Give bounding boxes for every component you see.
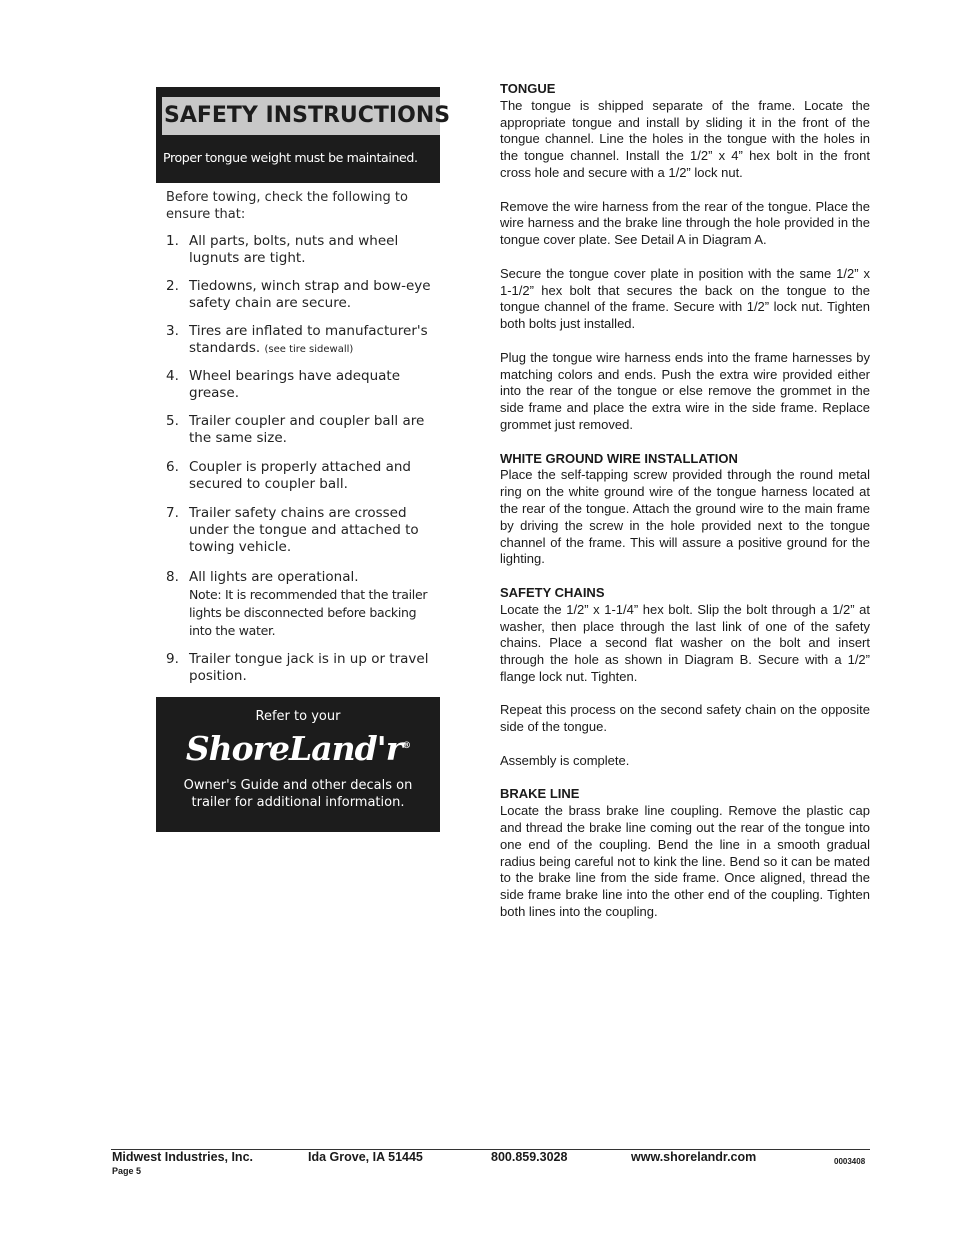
footer-city: Ida Grove, IA 51445 xyxy=(308,1150,423,1164)
item-number: 6. xyxy=(166,459,179,475)
safety-instructions-card xyxy=(156,87,451,832)
owners-guide-text: Owner's Guide and other decals on trailer for additional information. xyxy=(183,778,413,810)
card-subtitle: Proper tongue weight must be maintained. xyxy=(163,150,418,165)
item-number: 5. xyxy=(166,413,179,429)
footer-company: Midwest Industries, Inc. xyxy=(112,1150,253,1164)
card-footer xyxy=(156,697,440,832)
tongue-paragraph-2: Remove the wire harness from the rear of the tongue. Place the wire harness and the brake line through the hole provided in the tongue cover plate. See Detail A in Diagram A. xyxy=(500,198,870,248)
item-text: Trailer coupler and coupler ball are the same size. xyxy=(189,413,425,446)
heading-safety-chains: SAFETY CHAINS xyxy=(500,584,605,600)
logo-text: ShoreLand'r xyxy=(185,729,403,768)
item-note: Note: It is recommended that the trailer lights be disconnected before backing into the water. xyxy=(189,587,428,638)
item-text: Coupler is properly attached and secured to coupler ball. xyxy=(189,459,411,492)
item-small-note: (see tire sidewall) xyxy=(264,344,354,355)
refer-text: Refer to your xyxy=(255,709,341,724)
chains-paragraph-1: Locate the 1/2” x 1-1/4” hex bolt. Slip the bolt through a 1/2” at washer, then place through the last link of one of the safety chains. Place a second flat washer on the bolt and insert through the hole as shown in Diagram B. Secure with a 1/2” flange lock nut. Tighten. xyxy=(500,601,870,684)
item-text-wrap xyxy=(189,569,437,640)
item-number: 4. xyxy=(166,368,179,384)
item-text: Tiedowns, winch strap and bow-eye safety chain are secure. xyxy=(189,278,431,311)
item-text-wrap xyxy=(189,323,437,358)
tongue-paragraph-4: Plug the tongue wire harness ends into the frame harnesses by matching colors and ends. Push the extra wire provided either into the rear of the tongue or else remove the grommet in the side frame and place the extra wire in the side frame. Replace grommet just removed. xyxy=(500,349,870,432)
chains-paragraph-3: Assembly is complete. xyxy=(500,752,630,768)
footer-phone: 800.859.3028 xyxy=(491,1150,568,1164)
heading-brake-line: BRAKE LINE xyxy=(500,786,580,802)
footer-website: www.shorelandr.com xyxy=(631,1150,757,1164)
instructions-column xyxy=(500,81,870,921)
item-text: Trailer tongue jack is in up or travel position. xyxy=(189,651,429,684)
footer-page-number: Page 5 xyxy=(112,1166,142,1176)
card-intro: Before towing, check the following to ensure that: xyxy=(166,190,408,222)
heading-ground-wire: WHITE GROUND WIRE INSTALLATION xyxy=(500,450,738,466)
item-text: Wheel bearings have adequate grease. xyxy=(189,368,401,401)
ground-paragraph-1: Place the self-tapping screw provided through the round metal ring on the white ground wire of the tongue harness located at the rear of the tongue. Attach the ground wire to the main frame by driving the screw in the hole provided next to the tongue channel of the frame. This will assure a positive ground for the lighting. xyxy=(500,467,870,567)
item-number: 7. xyxy=(166,505,179,521)
chains-paragraph-2: Repeat this process on the second safety chain on the opposite side of the tongue. xyxy=(500,702,870,735)
card-header xyxy=(156,87,451,183)
tongue-paragraph-3: Secure the tongue cover plate in position with the same 1/2” x 1-1/2” hex bolt that secures the back on the tongue to the tongue channel of the frame. Secure with 1/2” lock nut. Tighten both bolts just installed. xyxy=(500,265,870,332)
item-number: 3. xyxy=(166,323,179,339)
tongue-paragraph-1: The tongue is shipped separate of the frame. Locate the appropriate tongue and install by sliding it in the front of the tongue channel. Line the holes in the tongue with the holes in the tongue channel. Install the 1/2” x 4” hex bolt in the front cross hole and secure with a 1/2” lock nut. xyxy=(500,97,870,180)
item-text: Trailer safety chains are crossed under the tongue and attached to towing vehicle. xyxy=(189,505,419,555)
item-text: All parts, bolts, nuts and wheel lugnuts are tight. xyxy=(189,233,399,266)
item-number: 9. xyxy=(166,651,179,667)
item-text: All lights are operational. xyxy=(189,569,359,585)
item-number: 2. xyxy=(166,278,179,294)
heading-tongue: TONGUE xyxy=(500,81,556,96)
registered-mark: ® xyxy=(402,741,411,751)
item-number: 8. xyxy=(166,569,179,585)
item-number: 1. xyxy=(166,233,179,249)
brake-paragraph-1: Locate the brass brake line coupling. Remove the plastic cap and thread the brake line coming out the rear of the tongue into one end of the coupling. Bend the line in a smooth gradual radius being careful not to kink the line. Bend so it can be mated to the brake line from the side frame. Once aligned, thread the side frame brake line into the other end of the coupling. Tighten both lines into the coupling. xyxy=(500,803,870,920)
item-text: Tires are inflated to manufacturer's standards. xyxy=(189,323,428,356)
shorelandr-logo xyxy=(156,729,440,768)
footer-doc-code: 0003408 xyxy=(834,1157,866,1166)
card-title: SAFETY INSTRUCTIONS xyxy=(162,97,440,135)
